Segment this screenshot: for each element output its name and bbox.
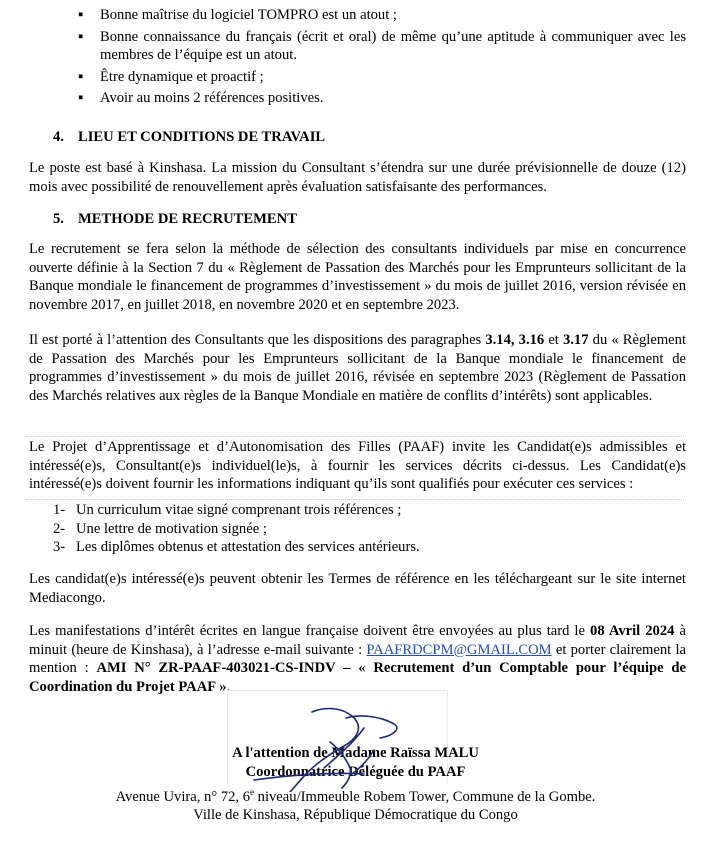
text-run: Il est porté à l’attention des Consultants que les dispositions des paragraphes: [29, 332, 486, 348]
text-run: et: [544, 332, 563, 348]
list-item: [53, 520, 420, 539]
city-line: Ville de Kinshasa, République Démocratique du Congo: [193, 807, 518, 823]
item-text: Un curriculum vitae signé comprenant trois références ;: [76, 502, 402, 518]
paragraph-reference: 3.14, 3.16: [485, 332, 545, 348]
list-item: ▪ Bonne maîtrise du logiciel TOMPRO est un atout ;: [78, 6, 686, 25]
handwritten-signature: [234, 702, 434, 792]
section-number: 4.: [53, 129, 64, 145]
text-run: niveau/Immeuble Robem Tower, Commune de la Gombe.: [254, 789, 596, 805]
text-run: .: [226, 678, 231, 695]
list-item: ▪ Bonne connaissance du français (écrit et oral) de même qu’une aptitude à communiquer avec les membres de l’équipe est un atout.: [78, 28, 686, 65]
recruitment-method-paragraph: Le recrutement se fera selon la méthode de sélection des consultants individuels par mise en concurrence ouverte définie à la Section 7 du « Règlement de Passation des Marchés pour les Emprunteurs sollicitant de la Banque mondiale le financement de programmes d’investissement » du mois de juillet 2016, version révisée en novembre 2017, en juillet 2018, en novembre 2020 et en septembre 2023.: [29, 241, 686, 313]
item-number: 3-: [53, 539, 66, 556]
section-5-heading: [53, 210, 297, 229]
item-number: 2-: [53, 520, 66, 537]
section-4-heading: [53, 128, 325, 147]
terms-of-reference-paragraph: Les candidat(e)s intéressé(e)s peuvent obtenir les Termes de référence en les téléchargeant sur le site internet Mediacongo.: [29, 571, 686, 606]
email-link[interactable]: PAAFRDCPM@GMAIL.COM: [366, 641, 552, 658]
section-number: 5.: [53, 211, 64, 227]
signatory-role: Coordonnatrice Déléguée du PAAF: [245, 764, 466, 780]
list-item: ▪ Avoir au moins 2 références positives.: [78, 89, 686, 108]
submission-paragraph: [29, 622, 686, 696]
required-documents-list: [53, 501, 420, 557]
invitation-paragraph: Le Projet d’Apprentissage et d’Autonomisation des Filles (PAAF) invite les Candidat(e)s admissibles et intéressé(e)s, Consultant(e)s individuel(le)s, à fournir les services décrits ci-dessus. Les Candidat(e)s intéressé(e)s doivent fournir les informations indiquant qu’ils sont qualifiés pour exécuter ces services :: [29, 439, 686, 493]
attention-line: A l'attention de Madame Raïssa MALU: [232, 745, 479, 761]
text-run: du « Règlement de Passation des Marchés pour les Emprunteurs sollicitant de la Banque mondiale le financement de programmes d’investissement » du mois de juillet 2016, révisée en septembre 2023 (Règlement de Passation des Marchés relatives aux règles de la Banque Mondiale en matière de conflits d’intérêts) sont applicables.: [29, 332, 686, 404]
item-text: Une lettre de motivation signée ;: [76, 520, 267, 537]
divider: [26, 499, 686, 500]
text-run: à minuit (heure de Kinshasa), à l’adresse e-mail suivante :: [29, 623, 686, 658]
reference-mention: AMI N° ZR-PAAF-403021-CS-INDV – « Recrutement d’un Comptable pour l’équipe de Coordination du Projet PAAF »: [29, 660, 686, 695]
text-run: Avenue Uvira, n° 72, 6: [115, 789, 251, 805]
superscript: e: [250, 787, 255, 798]
text-run: Les manifestations d’intérêt écrites en langue française doivent être envoyées au plus tard le: [29, 623, 591, 639]
requirements-list: [78, 6, 686, 111]
paragraph-reference: 3.17: [562, 332, 589, 348]
list-item: [53, 538, 420, 557]
item-text: Les diplômes obtenus et attestation des services antérieurs.: [76, 539, 420, 556]
list-item: ▪ Être dynamique et proactif ;: [78, 68, 686, 87]
deadline-date: 08 Avril 2024: [590, 623, 675, 639]
applicable-provisions-paragraph: [29, 331, 686, 405]
section-4-text: Le poste est basé à Kinshasa. La mission du Consultant s’étendra sur une durée prévisionnelle de douze (12) mois avec possibilité de renouvellement après évaluation satisfaisante des performances.: [29, 160, 686, 195]
section-title: LIEU ET CONDITIONS DE TRAVAIL: [78, 129, 326, 145]
divider: [26, 436, 686, 437]
item-number: 1-: [53, 502, 66, 518]
section-title: METHODE DE RECRUTEMENT: [78, 211, 297, 227]
text-run: et porter clairement la mention :: [29, 641, 686, 677]
list-item: [53, 501, 420, 520]
